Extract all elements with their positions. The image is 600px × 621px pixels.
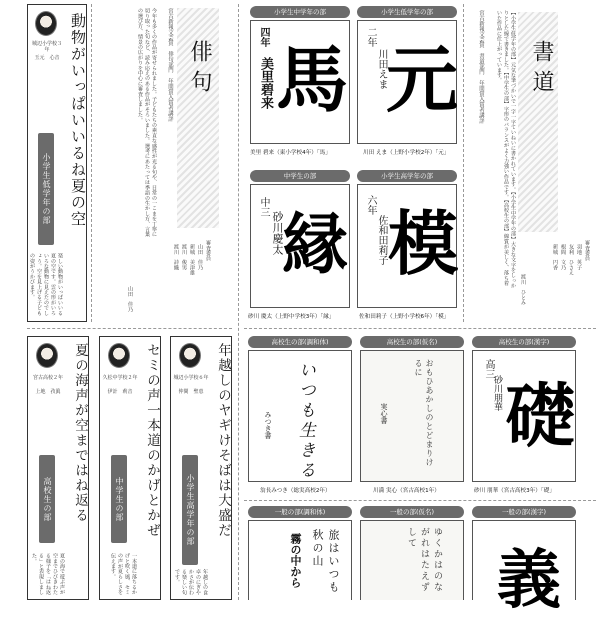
row-divider bbox=[244, 500, 596, 501]
calligraphy-caption: 砂川 朋華（宮古高校3年）「礎」 bbox=[474, 488, 555, 494]
student-name: 玉元 心音 bbox=[34, 55, 60, 61]
haiku-judge-title: 宮古新報文芸賞 俳句部門 年間賞入賞者講評 bbox=[167, 8, 173, 122]
calligraphy-banner: 高校生の部(漢字) bbox=[472, 336, 576, 348]
student-school: 宮古高校２年 bbox=[32, 375, 63, 381]
calligraphy-banner: 高校生の部(仮名) bbox=[360, 336, 464, 348]
haiku-judge-1: 新城 美津雄 bbox=[189, 244, 195, 276]
calligraphy-work-general-kana bbox=[360, 520, 464, 600]
calligraphy-signature: 実心書 bbox=[380, 403, 388, 424]
calligraphy-kanji: 礎 bbox=[505, 374, 575, 457]
category-badge: 中学生の部 bbox=[111, 455, 127, 543]
calligraphy-text: おもひあかしのとどまりけるに bbox=[414, 359, 434, 467]
haiku-judge-3: 渡川 詩織 bbox=[173, 244, 179, 270]
calligraphy-kanji: 縁 bbox=[282, 205, 348, 283]
shodo-judge-title: 宮古新報文芸賞 書道部門 年間賞入賞者講評 bbox=[478, 10, 484, 124]
student-school: 久松中学校２年 bbox=[102, 375, 138, 381]
calligraphy-work-en bbox=[250, 184, 350, 308]
shodo-section-title: 書道 bbox=[529, 40, 554, 100]
student-school: 城辺小学校６年 bbox=[173, 375, 209, 381]
calligraphy-text: いつも生きる bbox=[295, 361, 315, 481]
haiku-judge-section bbox=[95, 4, 223, 322]
calligraphy-caption: 川満 実心（宮古高校1年） bbox=[373, 488, 440, 494]
student-school: 城辺小学校３年 bbox=[31, 41, 62, 54]
calligraphy-work-general-kanji bbox=[472, 520, 576, 618]
calligraphy-kanji: 馬 bbox=[275, 37, 348, 122]
calligraphy-grade: 二年 bbox=[365, 27, 376, 47]
haiku-poem: セミの声一本道のかげとかぜ bbox=[144, 343, 160, 538]
calligraphy-caption: 美里 碧来（東小学校4年）「馬」 bbox=[250, 150, 331, 156]
calligraphy-caption: 砂川 慶太（上野中学校3年）「縁」 bbox=[248, 314, 335, 320]
calligraphy-work-chowa bbox=[248, 350, 352, 482]
shodo-judge-3: 新城 円香 bbox=[552, 244, 558, 270]
shodo-judge-section bbox=[466, 4, 596, 322]
calligraphy-author: 美里碧来 bbox=[258, 57, 273, 109]
student-photo bbox=[36, 343, 58, 368]
row-divider bbox=[27, 328, 232, 329]
haiku-judge-2: 渡川 俊男 bbox=[181, 244, 187, 270]
calligraphy-sub: 旅はいつも秋の山 bbox=[311, 529, 340, 594]
category-badge: 小学生低学年の部 bbox=[38, 133, 54, 245]
calligraphy-kanji: 元 bbox=[386, 37, 459, 122]
calligraphy-banner: 小学生低学年の部 bbox=[357, 6, 457, 18]
haiku-judge-body: 今年も多くの作品が寄せられました。子どもたちの素直な感性が光る句や、日常の一こまを丁寧に切り取った句など、読み応えのある作品がそろいました。選考にあたっては季語の生かし方、言葉の選び方、情景の広がりを中心に審査しました。 bbox=[136, 8, 157, 237]
shodo-judge-1: 友利 ひさえ bbox=[568, 244, 574, 276]
calligraphy-banner: 一般の部(仮名) bbox=[360, 506, 464, 518]
calligraphy-grade: 高三 bbox=[483, 359, 494, 379]
calligraphy-work-uma bbox=[250, 20, 350, 144]
calligraphy-signature: みつき書 bbox=[264, 411, 272, 439]
calligraphy-grade: 四年 bbox=[258, 27, 269, 47]
haiku-signature: 山田 佳乃 bbox=[127, 286, 133, 312]
calligraphy-work-mo bbox=[357, 184, 457, 308]
haiku-winner-1 bbox=[99, 336, 161, 600]
shodo-judge-2: 根間 文乃 bbox=[560, 244, 566, 270]
category-badge: 小学生高学年の部 bbox=[182, 455, 198, 565]
calligraphy-caption: 翁長みつき（総実高校2年） bbox=[260, 488, 331, 494]
shodo-signature: 渡川 ひとみ bbox=[520, 274, 526, 306]
calligraphy-caption: 川田 えま（上野小学校2年）「元」 bbox=[363, 150, 450, 156]
calligraphy-text: 霧の中から bbox=[289, 533, 302, 588]
calligraphy-work-kana bbox=[360, 350, 464, 482]
calligraphy-banner: 小学生高学年の部 bbox=[357, 170, 457, 182]
haiku-winner-2 bbox=[170, 336, 232, 600]
haiku-comment: 夏の海で遊ぶ声が空までひびきわたる様子を「はね返る」と表現しました。 bbox=[30, 553, 65, 595]
haiku-section-title: 俳句 bbox=[187, 40, 212, 100]
calligraphy-author: 砂川慶太 bbox=[271, 211, 284, 255]
column-divider bbox=[91, 4, 92, 322]
calligraphy-work-so bbox=[472, 350, 576, 482]
student-name: 仲間 聖恵 bbox=[178, 389, 204, 395]
calligraphy-grade: 中三 bbox=[258, 197, 269, 217]
column-divider bbox=[463, 4, 464, 322]
haiku-top-frame bbox=[27, 4, 87, 322]
haiku-poem: 夏の海声が空まではね返る bbox=[72, 343, 88, 523]
column-divider bbox=[238, 4, 239, 600]
shodo-judge-0: 羽地 英子 bbox=[576, 244, 582, 270]
calligraphy-banner: 高校生の部(調和体) bbox=[248, 336, 352, 348]
student-name: 上地 孜眞 bbox=[35, 389, 61, 395]
calligraphy-work-general-chowa bbox=[248, 520, 352, 600]
haiku-poem: 動物がいっぱいいるね夏の空 bbox=[69, 13, 87, 228]
haiku-judges-label: 審査委員 bbox=[205, 240, 211, 261]
calligraphy-text: ゆくかはのながれはたえずして bbox=[406, 527, 442, 593]
calligraphy-banner: 一般の部(調和体) bbox=[248, 506, 352, 518]
calligraphy-author: 川田えま bbox=[376, 49, 387, 89]
haiku-comment: 楽しい動物がいっぱいいる夏の空です。雲の形がいろいろな動物に見えたのでしょう。空を見上げる子どもの姿がうかびます。 bbox=[28, 253, 63, 316]
calligraphy-work-gen bbox=[357, 20, 457, 144]
haiku-comment: 一本道に落ちるかげと吹く風、セミの声が夏らしさを伝えます。 bbox=[109, 553, 137, 595]
calligraphy-grade: 六年 bbox=[365, 195, 376, 215]
calligraphy-banner: 一般の部(漢字) bbox=[472, 506, 576, 518]
student-photo bbox=[35, 11, 57, 36]
shodo-judges-label: 審査委員 bbox=[584, 240, 590, 261]
calligraphy-caption: 佐和田莉子（上野小学校6年）「模」 bbox=[359, 314, 450, 320]
student-name: 伊計 莉音 bbox=[107, 389, 133, 395]
student-photo bbox=[108, 343, 130, 368]
haiku-comment: 年越しの食卓のにぎやかさが伝わる楽しい句です。 bbox=[173, 569, 208, 595]
haiku-poem: 年越しのヤギけそばは大盛だ bbox=[215, 343, 231, 538]
calligraphy-banner: 小学生中学年の部 bbox=[250, 6, 350, 18]
haiku-judge-0: 山田 佳乃 bbox=[197, 244, 203, 270]
calligraphy-banner: 中学生の部 bbox=[250, 170, 350, 182]
row-divider bbox=[244, 328, 596, 329]
calligraphy-kanji: 義 bbox=[497, 543, 561, 618]
calligraphy-author: 砂川朋華 bbox=[492, 375, 502, 411]
calligraphy-kanji: 模 bbox=[388, 202, 458, 285]
haiku-winner-0 bbox=[27, 336, 89, 600]
calligraphy-author: 佐和田莉子 bbox=[376, 215, 387, 265]
student-photo bbox=[179, 343, 201, 368]
category-badge: 高校生の部 bbox=[39, 455, 55, 543]
shodo-judge-body: 【小学生低学年の部】元気な筆づかいで一字一字ていねいに書かれています。【小学生中学年の部】大きな文字をしっかりとした線で書きました。【中学生の部】字形のバランスがよく力強い作品です。【高校生の部】線質が美しく、落ち着いた作品に仕上がっています。 bbox=[495, 10, 516, 289]
